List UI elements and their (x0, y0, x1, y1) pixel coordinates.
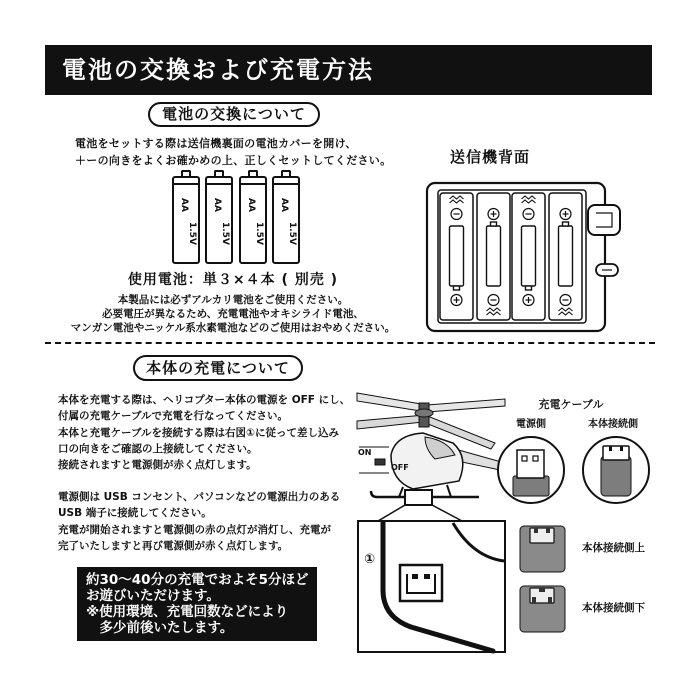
charging-section-heading: 本体の充電について (133, 355, 303, 381)
charge-time-callout (77, 567, 317, 641)
plus-terminal-icon (488, 209, 499, 220)
battery-body (172, 176, 200, 264)
connector-top-label: 本体接続側上 (582, 542, 645, 554)
usb-line: 電源側は USB コンセント、パソコンなどの電源出力のある (58, 491, 341, 503)
plus-terminal-icon (523, 295, 534, 306)
connector-bottom-icon (518, 584, 568, 634)
battery-intro (75, 135, 391, 169)
battery-section-heading: 電池の交換について (148, 102, 320, 127)
battery-outline-icon (522, 226, 536, 290)
battery-cell (239, 170, 267, 264)
usb-instructions (58, 489, 340, 554)
callout-line: お遊びいただけます。 (86, 588, 220, 604)
power-side-label: 電源側 (516, 419, 546, 430)
battery-cell (205, 170, 233, 264)
battery-intro-line: 電池をセットする際は送信機裏面の電池カバーを開け、 (75, 137, 357, 150)
charging-line: 口の向きをご確認の上接続してください。 (58, 442, 258, 455)
usb-line: 完了いたしますと再び電源側が赤く点灯します。 (58, 539, 289, 552)
battery-type-label: AA (179, 198, 189, 212)
charging-instructions (58, 392, 350, 473)
battery-outline-icon (559, 222, 573, 286)
body-connector-icon (584, 438, 648, 502)
battery-outline-icon (450, 226, 464, 290)
battery-outline-icon (487, 222, 501, 286)
battery-intro-line: ＋ーの向きをよくお確かめの上、正しくセットしてください。 (75, 154, 392, 167)
cover-latch-icon (596, 264, 618, 276)
charging-port-highlight (405, 490, 432, 505)
callout-line: 約30～40分の充電でおよそ5分ほど (86, 572, 309, 588)
connector-bottom-label: 本体接続側下 (582, 602, 645, 614)
battery-body (272, 176, 300, 264)
minus-terminal-icon (560, 295, 571, 306)
battery-type-label: AA (279, 198, 289, 212)
battery-voltage-label: 1.5V (254, 222, 264, 245)
usb-plug-view (497, 436, 565, 504)
zoom-callout-lines (378, 505, 462, 521)
body-plug-view (582, 436, 650, 504)
battery-voltage-label: 1.5V (220, 222, 230, 245)
battery-cell (172, 170, 200, 264)
charging-line: 本体を充電する際は、ヘリコプター本体の電源を OFF にし、 (58, 394, 351, 406)
battery-voltage-label: 1.5V (287, 222, 297, 245)
battery-body (239, 176, 267, 264)
detail-marker: ① (364, 552, 376, 567)
usb-line: USB 端子に接続してください。 (58, 507, 212, 520)
battery-note-line: 本製品には必ずアルカリ電池をご使用ください。 (117, 294, 349, 306)
battery-notes (50, 293, 416, 335)
charging-socket-icon (400, 565, 442, 601)
plus-terminal-icon (560, 209, 571, 220)
battery-cell (272, 170, 300, 264)
minus-terminal-icon (488, 295, 499, 306)
charging-line: 本体と充電ケーブルを接続する際は右図①に従って差し込み (58, 426, 339, 439)
battery-note-line: マンガン電池やニッケル系水素電池などのご使用はおやめください。 (70, 322, 396, 334)
switch-on-label: ON (358, 448, 372, 457)
helicopter-connection-illustration (355, 385, 507, 655)
charging-line: 付属の充電ケーブルで充電を行なってください。 (58, 410, 289, 423)
connector-top-icon (518, 524, 568, 574)
cover-clip-icon (588, 205, 620, 235)
body-side-label: 本体接続側 (588, 419, 638, 430)
battery-spec: 使用電池：単３×４本 ( 別売 ) (127, 272, 339, 288)
plus-terminal-icon (451, 295, 462, 306)
section-divider (45, 342, 655, 344)
page-title: 電池の交換および充電方法 (62, 56, 374, 84)
battery-type-label: AA (212, 198, 222, 212)
minus-terminal-icon (523, 209, 534, 220)
charging-line: 接続されますと電源側が赤く点灯します。 (58, 459, 257, 472)
usb-line: 充電が開始されますと電源側の赤の点灯が消灯し、充電が (58, 523, 331, 536)
battery-body (205, 176, 233, 264)
usb-plug-icon (499, 438, 563, 502)
charging-cable-title: 充電ケーブル (538, 398, 604, 411)
callout-line: ※使用環境、充電回数などにより (86, 604, 289, 620)
battery-set (172, 170, 302, 264)
minus-terminal-icon (451, 209, 462, 220)
callout-line: 多少前後いたします。 (99, 620, 234, 636)
power-switch-icon (375, 459, 385, 465)
transmitter-back-title: 送信機背面 (450, 148, 531, 166)
switch-off-label: OFF (391, 463, 409, 472)
transmitter-back-diagram (420, 178, 630, 338)
battery-voltage-label: 1.5V (187, 222, 197, 245)
title-bar (45, 45, 652, 95)
battery-type-label: AA (246, 198, 256, 212)
battery-note-line: 必要電圧が異なるため、充電電池やオキシライド電池、 (102, 308, 364, 320)
